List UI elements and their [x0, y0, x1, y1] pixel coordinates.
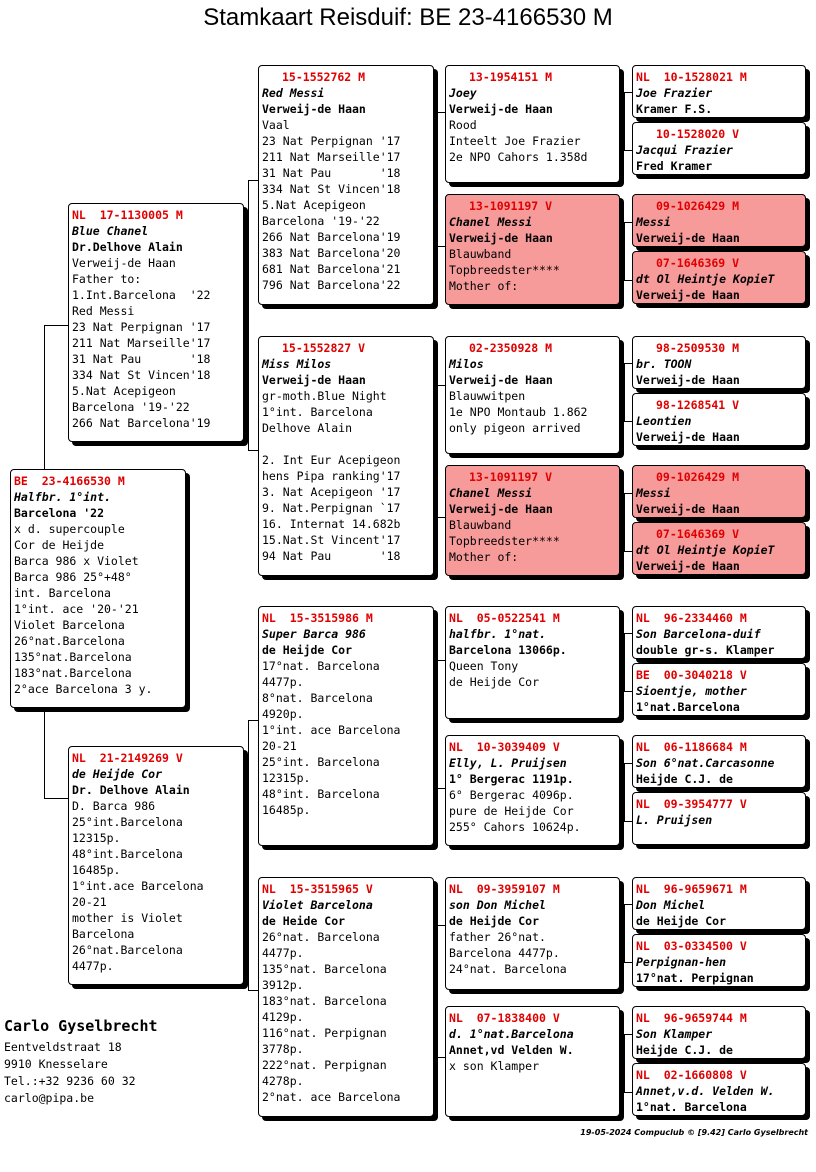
pigeon-name: Leontien	[636, 414, 692, 428]
pigeon-card-ffm[interactable]	[445, 194, 620, 305]
pigeon-card-mmf[interactable]	[445, 877, 620, 990]
connector-line	[436, 925, 445, 926]
connector-line	[624, 92, 632, 93]
pigeon-card-g12[interactable]	[632, 792, 806, 845]
pigeon-info-line: 4477p.	[262, 946, 304, 960]
pigeon-info-line: 4477p.	[72, 959, 114, 973]
pigeon-name: Messi	[636, 486, 671, 500]
connector-line	[436, 517, 445, 518]
pigeon-card-g13[interactable]	[632, 877, 806, 930]
pigeon-info-line: Topbreedster****	[449, 534, 560, 548]
pigeon-info-line: Barcelona '19-'22	[72, 400, 190, 414]
pigeon-card-g8[interactable]	[632, 522, 806, 575]
pigeon-name: Miss Milos	[262, 357, 332, 371]
connector-line	[44, 708, 45, 798]
connector-line	[436, 660, 445, 661]
pigeon-info-line: 255° Cahors 10624p.	[449, 820, 581, 834]
pigeon-card-mff[interactable]	[445, 606, 620, 719]
pigeon-owner: Verweij-de Haan	[636, 231, 740, 245]
pigeon-info-line: 3912p.	[262, 978, 304, 992]
pigeon-info-line: 8°nat. Barcelona	[262, 691, 373, 705]
connector-line	[436, 246, 445, 247]
pigeon-owner: Verweij-de Haan	[449, 502, 553, 516]
pigeon-info-line: 383 Nat Barcelona'20	[262, 246, 401, 260]
pigeon-info-line: Barca 986 25°+48°	[14, 570, 132, 584]
pigeon-info-line: 211 Nat Marseille'17	[262, 150, 401, 164]
connector-line	[436, 925, 437, 1057]
pigeon-name: Milos	[449, 357, 484, 371]
pigeon-card-g7[interactable]	[632, 465, 806, 518]
pigeon-info-line: 135°nat.Barcelona	[14, 650, 132, 664]
pigeon-info-line: Blauwband	[449, 247, 512, 261]
pigeon-info-line: 135°nat. Barcelona	[262, 962, 387, 976]
owner-name: Carlo Gyselbrecht	[4, 1017, 158, 1035]
pigeon-owner: Heijde C.J. de	[636, 772, 733, 786]
connector-line	[624, 150, 632, 151]
pigeon-owner: Verweij-de Haan	[449, 231, 553, 245]
connector-line	[436, 788, 445, 789]
ring-number: 02-2350928 M	[469, 341, 553, 355]
pigeon-info-line: 48°int.Barcelona	[72, 847, 183, 861]
connector-line	[624, 551, 632, 552]
pigeon-name: dt Ol Heintje KopieT	[636, 543, 775, 557]
pigeon-owner: Annet,vd Velden W.	[449, 1043, 574, 1057]
pigeon-owner: Verweij-de Haan	[636, 502, 740, 516]
pigeon-owner: de Heijde Cor	[449, 914, 540, 928]
ring-number: NL 10-3039409 V	[449, 740, 560, 754]
pigeon-owner: Verweij-de Haan	[449, 102, 553, 116]
pigeon-owner: Kramer F.S.	[636, 102, 713, 116]
connector-line	[624, 493, 625, 551]
owner-info	[4, 1018, 158, 1107]
pigeon-card-g14[interactable]	[632, 934, 806, 987]
pigeon-info-line: 211 Nat Marseille'17	[72, 336, 211, 350]
pigeon-info-line: Cor de Heijde	[14, 538, 105, 552]
connector-line	[624, 222, 625, 280]
pigeon-info-line: 4477p.	[262, 675, 304, 689]
pigeon-name: Son Barcelona-duif	[636, 627, 761, 641]
pigeon-owner: de Heijde Cor	[636, 914, 727, 928]
footer-credit: 19-05-2024 Compuclub © [9.42] Carlo Gyselbrecht	[580, 1128, 808, 1137]
pigeon-owner: Heijde C.J. de	[636, 1043, 733, 1057]
pigeon-card-father[interactable]	[68, 203, 244, 442]
pigeon-info-line: Vaal	[262, 118, 290, 132]
pigeon-card-g1[interactable]	[632, 65, 806, 118]
pigeon-owner: Fred Kramer	[636, 159, 713, 173]
pigeon-owner: 1° Bergerac 1191p.	[449, 772, 574, 786]
pigeon-name: son Don Michel	[449, 898, 546, 912]
pigeon-info-line: 334 Nat St Vincen'18	[72, 368, 211, 382]
pigeon-info-line: 4129p.	[262, 1010, 304, 1024]
ring-number: 09-1026429 M	[656, 199, 740, 213]
ring-number: 13-1091197 V	[469, 470, 553, 484]
pigeon-name: L. Pruijsen	[636, 813, 713, 827]
pigeon-card-mother[interactable]	[68, 746, 244, 985]
pigeon-owner: Verweij-de Haan	[449, 373, 553, 387]
pigeon-name: Joe Frazier	[636, 86, 713, 100]
connector-line	[624, 633, 625, 691]
pigeon-name: Chanel Messi	[449, 215, 533, 229]
owner-email: carlo@pipa.be	[4, 1091, 95, 1105]
pigeon-info-line: 2°nat. ace Barcelona	[262, 1090, 401, 1104]
pigeon-name: de Heijde Cor	[72, 767, 163, 781]
pigeon-info-line: 1°int. ace '20-'21	[14, 602, 139, 616]
ring-number: 98-2509530 M	[656, 341, 740, 355]
pigeon-info-line: Verweij-de Haan	[72, 256, 176, 270]
ring-number: NL 17-1130005 M	[72, 208, 183, 222]
ring-number: 07-1646369 V	[656, 527, 740, 541]
pigeon-info-line: Barcelona 4477p.	[449, 946, 560, 960]
pigeon-owner: de Heijde Cor	[262, 643, 353, 657]
pigeon-card-main[interactable]	[10, 469, 186, 708]
connector-line	[248, 180, 249, 450]
ring-number: 15-1552762 M	[282, 70, 366, 84]
pigeon-info-line: 1°int. ace Barcelona	[262, 723, 401, 737]
ring-number: 13-1091197 V	[469, 199, 553, 213]
pigeon-name: Annet,v.d. Velden W.	[636, 1084, 775, 1098]
pigeon-owner: Verweij-de Haan	[636, 559, 740, 573]
connector-line	[248, 720, 258, 721]
pigeon-info-line: 26°nat.Barcelona	[72, 943, 183, 957]
pigeon-card-g5[interactable]	[632, 336, 806, 389]
pigeon-name: Elly, L. Pruijsen	[449, 756, 567, 770]
connector-line	[436, 1057, 445, 1058]
ring-number: NL 96-9659671 M	[636, 882, 747, 896]
pigeon-info-line: Blauwband	[449, 518, 512, 532]
connector-line	[44, 798, 70, 799]
pigeon-info-line: D. Barca 986	[72, 799, 156, 813]
pigeon-info-line: Mother of:	[449, 550, 519, 564]
pigeon-owner: 1°nat. Barcelona	[636, 1100, 747, 1114]
pigeon-name: Blue Chanel	[72, 224, 149, 238]
pigeon-info-line: 26°nat.Barcelona	[14, 634, 125, 648]
pigeon-info-line: Mother of:	[449, 279, 519, 293]
pigeon-owner: 1°nat.Barcelona	[636, 700, 740, 714]
pigeon-info-line: Red Messi	[72, 304, 135, 318]
pigeon-name: Halfbr. 1°int.	[14, 490, 111, 504]
pigeon-info-line: Barcelona '19-'22	[262, 214, 380, 228]
pigeon-info-line: pure de Heijde Cor	[449, 804, 574, 818]
pigeon-info-line: 4920p.	[262, 707, 304, 721]
pigeon-info-line: 48°int. Barcelona	[262, 787, 380, 801]
page-title: Stamkaart Reisduif: BE 23-4166530 M	[203, 4, 613, 31]
connector-line	[248, 450, 258, 451]
ring-number: NL 09-3959107 M	[449, 882, 560, 896]
pigeon-info-line: 24°nat. Barcelona	[449, 962, 567, 976]
pigeon-card-fmf[interactable]	[445, 336, 620, 454]
pigeon-info-line: 183°nat.Barcelona	[14, 666, 132, 680]
ring-number: NL 07-1838400 V	[449, 1011, 560, 1025]
ring-number: 15-1552827 V	[282, 341, 366, 355]
pigeon-card-fm[interactable]	[258, 336, 434, 576]
pigeon-name: Super Barca 986	[262, 627, 366, 641]
pigeon-name: Joey	[449, 86, 477, 100]
pigeon-info-line: Delhove Alain	[262, 421, 353, 435]
ring-number: 98-1268541 V	[656, 398, 740, 412]
pigeon-info-line: 3. Nat Acepigeon '17	[262, 485, 401, 499]
pigeon-info-line: 116°nat. Perpignan	[262, 1026, 387, 1040]
pigeon-info-line: 5.Nat Acepigeon	[72, 384, 176, 398]
connector-line	[624, 763, 632, 764]
connector-line	[624, 763, 625, 821]
pigeon-card-g15[interactable]	[632, 1006, 806, 1059]
pigeon-card-g9[interactable]	[632, 606, 806, 659]
pigeon-owner: Verweij-de Haan	[636, 373, 740, 387]
pigeon-name: Sioentje, mother	[636, 684, 747, 698]
connector-line	[624, 633, 632, 634]
pigeon-info-line: 1e NPO Montaub 1.862	[449, 405, 588, 419]
pigeon-owner: Verweij-de Haan	[262, 102, 366, 116]
pigeon-name: Perpignan-hen	[636, 955, 727, 969]
pigeon-info-line: 266 Nat Barcelona'19	[72, 416, 211, 430]
pigeon-info-line: Blauwwitpen	[449, 389, 526, 403]
pigeon-info-line: 25°int.Barcelona	[72, 815, 183, 829]
ring-number: NL 96-9659744 M	[636, 1011, 747, 1025]
pigeon-info-line: 26°nat. Barcelona	[262, 930, 380, 944]
pigeon-card-fmm[interactable]	[445, 465, 620, 576]
owner-address-line: Eentveldstraat 18	[4, 1040, 122, 1054]
ring-number: 10-1528020 V	[656, 127, 740, 141]
pigeon-info-line: 9. Nat.Perpignan `17	[262, 501, 401, 515]
pigeon-name: Jacqui Frazier	[636, 143, 733, 157]
pigeon-info-line: 20-21	[262, 739, 297, 753]
pigeon-info-line: 31 Nat Pau '18	[72, 352, 211, 366]
pigeon-card-g6[interactable]	[632, 393, 806, 446]
pigeon-info-line: x son Klamper	[449, 1059, 540, 1073]
ring-number: BE 23-4166530 M	[14, 474, 125, 488]
pigeon-owner: Barcelona 13066p.	[449, 643, 567, 657]
pigeon-name: Chanel Messi	[449, 486, 533, 500]
pigeon-card-g4[interactable]	[632, 251, 806, 304]
pigeon-info-line: 16. Internat 14.682b	[262, 517, 401, 531]
pigeon-info-line: 23 Nat Perpignan '17	[72, 320, 211, 334]
ring-number: 07-1646369 V	[656, 256, 740, 270]
pigeon-owner: 17°nat. Perpignan	[636, 971, 754, 985]
pigeon-info-line: mother is Violet	[72, 911, 183, 925]
connector-line	[624, 904, 632, 905]
pigeon-name: br. TOON	[636, 357, 692, 371]
pigeon-card-ff[interactable]	[258, 65, 434, 305]
pigeon-name: halfbr. 1°nat.	[449, 627, 546, 641]
pigeon-name: Son 6°nat.Carcasonne	[636, 756, 775, 770]
connector-line	[248, 720, 249, 990]
pigeon-info-line: 334 Nat St Vincen'18	[262, 182, 401, 196]
ring-number: 13-1954151 M	[469, 70, 553, 84]
ring-number: NL 15-3515965 V	[262, 882, 373, 896]
connector-line	[624, 1034, 632, 1035]
connector-line	[436, 660, 437, 788]
connector-line	[248, 180, 258, 181]
connector-line	[44, 325, 70, 326]
pigeon-info-line: 25°int. Barcelona	[262, 755, 380, 769]
pigeon-info-line: 15.Nat.St Vincent'17	[262, 533, 401, 547]
connector-line	[624, 1092, 632, 1093]
pigeon-info-line: 16485p.	[262, 803, 311, 817]
connector-line	[624, 421, 632, 422]
owner-address-line: 9910 Knesselare	[4, 1057, 108, 1071]
pigeon-info-line: de Heijde Cor	[449, 675, 540, 689]
connector-line	[248, 990, 258, 991]
ring-number: NL 06-1186684 M	[636, 740, 747, 754]
connector-line	[624, 821, 632, 822]
connector-line	[436, 385, 445, 386]
pigeon-info-line: 183°nat. Barcelona	[262, 994, 387, 1008]
pigeon-name: Don Michel	[636, 898, 706, 912]
pigeon-info-line: Queen Tony	[449, 659, 519, 673]
ring-number: NL 05-0522541 M	[449, 611, 560, 625]
pigeon-info-line: 2°ace Barcelona 3 y.	[14, 682, 153, 696]
pigeon-info-line: 266 Nat Barcelona'19	[262, 230, 401, 244]
pigeon-owner: Verweij-de Haan	[636, 430, 740, 444]
pigeon-name: Messi	[636, 215, 671, 229]
pigeon-info-line: father 26°nat.	[449, 930, 546, 944]
pigeon-info-line: 12315p.	[72, 831, 121, 845]
pigeon-info-line: Violet Barcelona	[14, 618, 125, 632]
pigeon-info-line: 16485p.	[72, 863, 121, 877]
ring-number: 09-1026429 M	[656, 470, 740, 484]
pigeon-owner: Barcelona '22	[14, 506, 105, 520]
pigeon-info-line: Topbreedster****	[449, 263, 560, 277]
pigeon-card-g11[interactable]	[632, 735, 806, 788]
pigeon-info-line: 3778p.	[262, 1042, 304, 1056]
pigeon-info-line: Rood	[449, 118, 477, 132]
pigeon-info-line: 20-21	[72, 895, 107, 909]
ring-number: NL 96-2334460 M	[636, 611, 747, 625]
connector-line	[624, 493, 632, 494]
pigeon-owner: Verweij-de Haan	[262, 373, 366, 387]
pigeon-info-line: Barca 986 x Violet	[14, 554, 139, 568]
connector-line	[624, 280, 632, 281]
pigeon-card-mm[interactable]	[258, 877, 434, 1117]
pigeon-owner: Dr.Delhove Alain	[72, 240, 183, 254]
pigeon-info-line: 1.Int.Barcelona '22	[72, 288, 211, 302]
connector-line	[436, 112, 445, 113]
pigeon-owner: de Heide Cor	[262, 914, 346, 928]
pigeon-info-line: Father to:	[72, 272, 142, 286]
pigeon-info-line: 2e NPO Cahors 1.358d	[449, 150, 588, 164]
pigeon-info-line	[262, 436, 430, 452]
pigeon-info-line: 17°nat. Barcelona	[262, 659, 380, 673]
pigeon-info-line: 1°int.ace Barcelona	[72, 879, 204, 893]
ring-number: NL 10-1528021 M	[636, 70, 747, 84]
pigeon-card-mmm[interactable]	[445, 1006, 620, 1117]
pigeon-name: d. 1°nat.Barcelona	[449, 1027, 574, 1041]
pigeon-info-line: Inteelt Joe Frazier	[449, 134, 581, 148]
connector-line	[436, 112, 437, 246]
pigeon-info-line: 222°nat. Perpignan	[262, 1058, 387, 1072]
pigeon-info-line: 23 Nat Perpignan '17	[262, 134, 401, 148]
pigeon-card-mfm[interactable]	[445, 735, 620, 846]
pigeon-name: Red Messi	[262, 86, 325, 100]
pigeon-info-line: 6° Bergerac 4096p.	[449, 788, 574, 802]
pigeon-owner: Dr. Delhove Alain	[72, 783, 190, 797]
connector-line	[624, 1034, 625, 1092]
pigeon-info-line: gr-moth.Blue Night	[262, 389, 387, 403]
pigeon-info-line: int. Barcelona	[14, 586, 111, 600]
pigeon-info-line: 1°int. Barcelona	[262, 405, 373, 419]
pigeon-card-g16[interactable]	[632, 1063, 806, 1116]
pigeon-card-g2[interactable]	[632, 122, 806, 175]
ring-number: NL 03-0334500 V	[636, 939, 747, 953]
ring-number: NL 21-2149269 V	[72, 751, 183, 765]
ring-number: NL 02-1660808 V	[636, 1068, 747, 1082]
pigeon-card-g3[interactable]	[632, 194, 806, 247]
connector-line	[624, 363, 625, 421]
connector-line	[624, 962, 632, 963]
pigeon-card-g10[interactable]	[632, 663, 806, 716]
pigeon-info-line: 681 Nat Barcelona'21	[262, 262, 401, 276]
pigeon-owner: Verweij-de Haan	[636, 288, 740, 302]
pigeon-info-line: only pigeon arrived	[449, 421, 581, 435]
pigeon-name: dt Ol Heintje KopieT	[636, 272, 775, 286]
ring-number: BE 00-3040218 V	[636, 668, 747, 682]
pigeon-info-line: 796 Nat Barcelona'22	[262, 278, 401, 292]
connector-line	[44, 325, 45, 469]
pigeon-info-line: 2. Int Eur Acepigeon	[262, 453, 401, 467]
pigeon-info-line: 12315p.	[262, 771, 311, 785]
pigeon-card-fff[interactable]	[445, 65, 620, 183]
pigeon-info-line: 5.Nat Acepigeon	[262, 198, 366, 212]
pigeon-owner: double gr-s. Klamper	[636, 643, 775, 657]
connector-line	[624, 92, 625, 150]
owner-phone: Tel.:+32 9236 60 32	[4, 1074, 136, 1088]
pigeon-info-line: hens Pipa ranking'17	[262, 469, 401, 483]
pigeon-card-mf[interactable]	[258, 606, 434, 846]
ring-number: NL 15-3515986 M	[262, 611, 373, 625]
pigeon-info-line: 94 Nat Pau '18	[262, 549, 401, 563]
connector-line	[436, 385, 437, 517]
pigeon-info-line: 31 Nat Pau '18	[262, 166, 401, 180]
connector-line	[624, 222, 632, 223]
ring-number: NL 09-3954777 V	[636, 797, 747, 811]
pigeon-name: Son Klamper	[636, 1027, 713, 1041]
pigeon-info-line: 4278p.	[262, 1074, 304, 1088]
connector-line	[624, 904, 625, 962]
connector-line	[624, 363, 632, 364]
pigeon-info-line: Barcelona	[72, 927, 135, 941]
connector-line	[624, 691, 632, 692]
pigeon-info-line: x d. supercouple	[14, 522, 125, 536]
pigeon-name: Violet Barcelona	[262, 898, 373, 912]
